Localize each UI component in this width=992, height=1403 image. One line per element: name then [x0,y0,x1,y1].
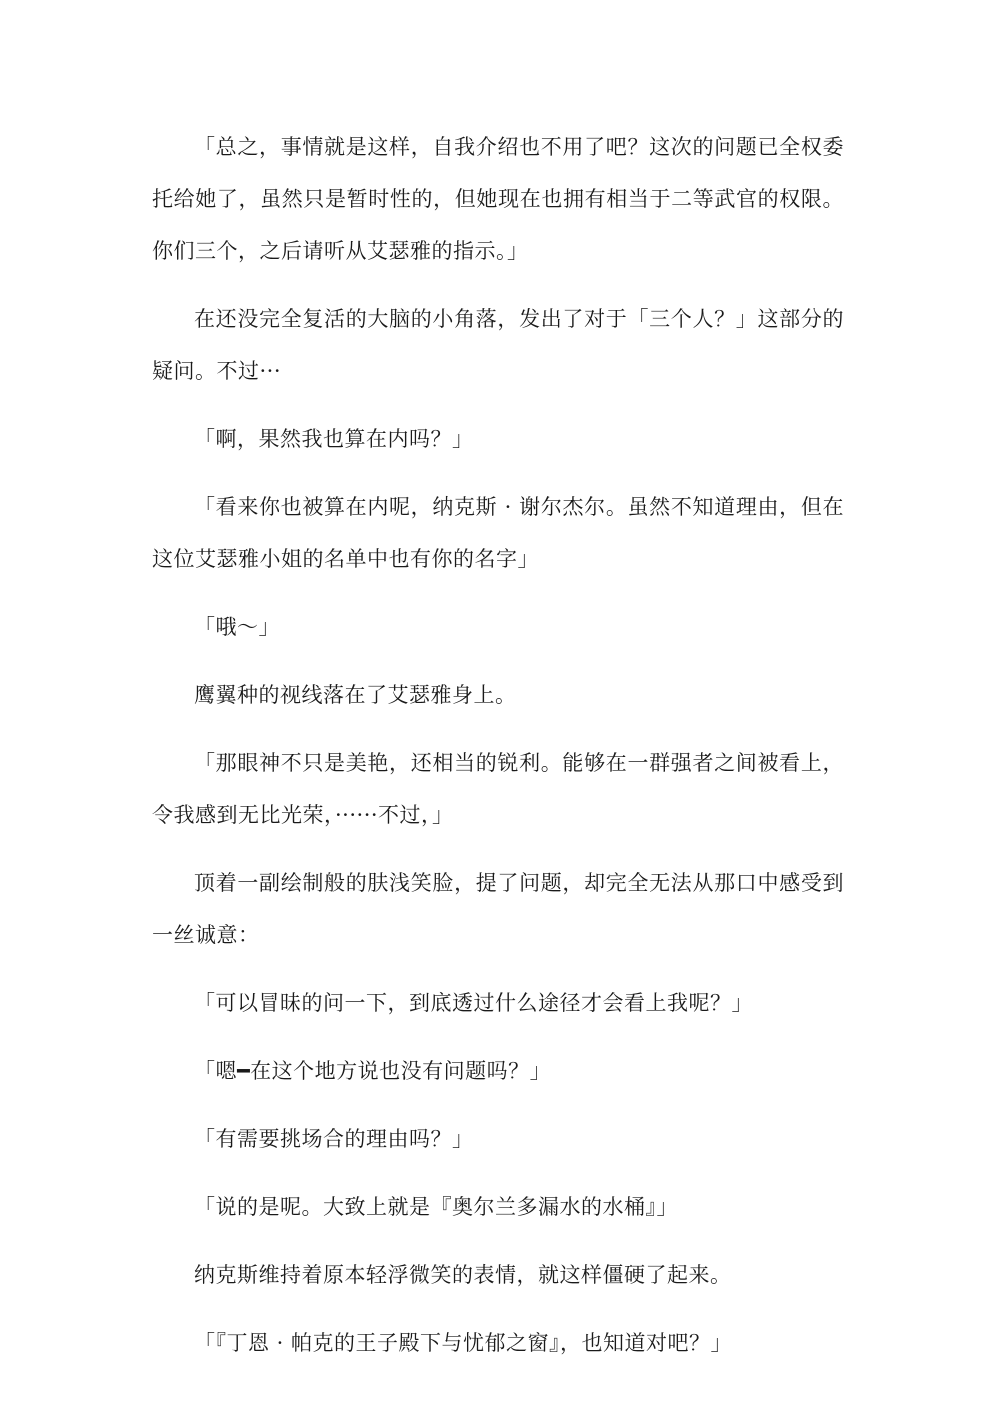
paragraph-11: 「有需要挑场合的理由吗？」 [194,1127,474,1151]
paragraph-5: 「哦～」 [194,615,280,639]
paragraph-7: 「那眼神不只是美艳，还相当的锐利。能够在一群强者之间被看上，令我感到无比光荣，······不过，」 [152,751,844,827]
paragraph-12: 「说的是呢。大致上就是『奥尔兰多漏水的水桶』」 [194,1195,678,1219]
paragraph-6: 鹰翼种的视线落在了艾瑟雅身上。 [194,683,517,707]
paragraph-8: 顶着一副绘制般的肤浅笑脸，提了问题，却完全无法从那口中感受到一丝诚意： [152,871,844,947]
paragraph-10: 「嗯━在这个地方说也没有问题吗？」 [194,1059,552,1083]
paragraph-2: 在还没完全复活的大脑的小角落，发出了对于「三个人？」这部分的疑问。不过··· [152,307,844,383]
paragraph-3: 「啊，果然我也算在内吗？」 [194,427,474,451]
paragraph-1: 「总之，事情就是这样，自我介绍也不用了吧？这次的问题已全权委托给她了，虽然只是暂时性的，但她现在也拥有相当于二等武官的权限。你们三个，之后请听从艾瑟雅的指示。」 [152,135,844,263]
paragraph-13: 纳克斯维持着原本轻浮微笑的表情，就这样僵硬了起来。 [194,1263,732,1287]
paragraph-14: 「『丁恩 · 帕克的王子殿下与忧郁之窗』，也知道对吧？」 [194,1331,733,1355]
paragraph-4: 「看来你也被算在内呢，纳克斯 · 谢尔杰尔。虽然不知道理由，但在这位艾瑟雅小姐的名单中也有你的名字」 [152,495,844,571]
paragraph-9: 「可以冒昧的问一下，到底透过什么途径才会看上我呢？」 [194,991,753,1015]
document-page [152,121,844,1385]
